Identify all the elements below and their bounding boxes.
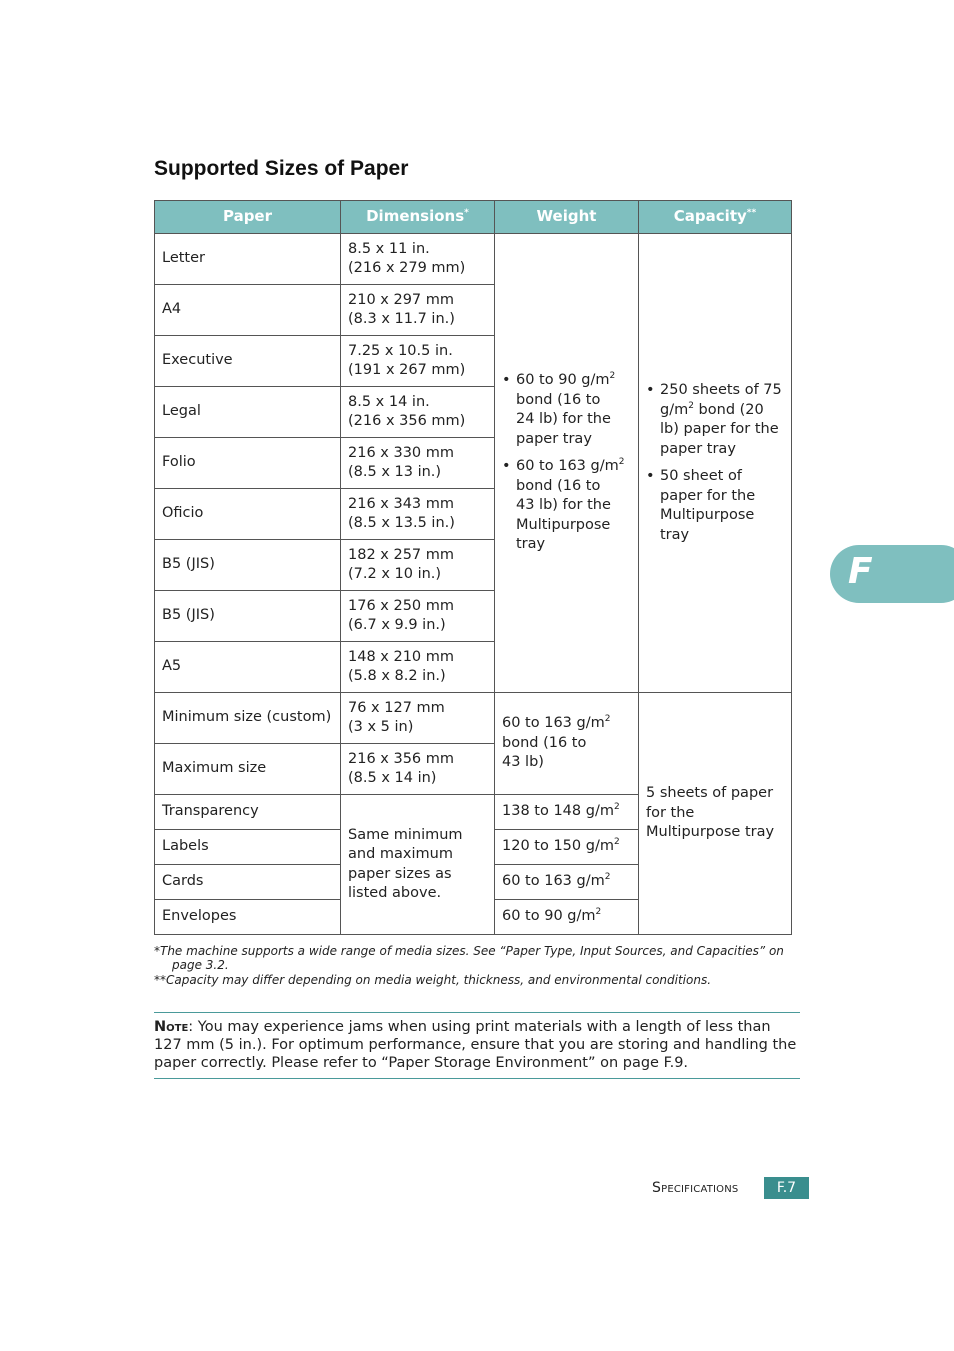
dimensions-cell: 76 x 127 mm (3 x 5 in) xyxy=(341,693,495,744)
dimensions-cell: 210 x 297 mm (8.3 x 11.7 in.) xyxy=(341,285,495,336)
list-item: • 250 sheets of 75 $g/m^2$ bond (20 lb) paper for the paper tray xyxy=(646,381,784,459)
paper-cell: Executive xyxy=(155,336,341,387)
header-capacity-mark: ** xyxy=(746,208,757,219)
table-row xyxy=(155,234,792,285)
header-capacity-label: Capacity xyxy=(673,207,747,226)
paper-cell: Envelopes xyxy=(155,900,341,935)
dimensions-cell: 182 x 257 mm (7.2 x 10 in.) xyxy=(341,540,495,591)
header-dimensions-mark: * xyxy=(464,208,469,219)
footer-section-label: Specifications xyxy=(652,1180,739,1196)
table-row xyxy=(155,693,792,744)
paper-cell: A4 xyxy=(155,285,341,336)
header-weight: Weight xyxy=(495,201,639,234)
custom-weight-cell: 60 to 163 $g/m^2$ bond (16 to 43 lb) xyxy=(495,693,639,795)
list-item: • 50 sheet of paper for the Multipurpose tray xyxy=(646,467,784,545)
standard-capacity-cell xyxy=(639,234,792,693)
paper-cell: B5 (JIS) xyxy=(155,540,341,591)
weight-cell: 120 to 150 $g/m^2$ xyxy=(495,830,639,865)
special-capacity-cell: 5 sheets of paper for the Multipurpose tray xyxy=(639,693,792,935)
footnote-text: *The machine supports a wide range of media sizes. See “Paper Type, Input Sources, and Capacities” on xyxy=(154,944,784,958)
weight-cell: 60 to 163 $g/m^2$ xyxy=(495,865,639,900)
footnote-capacity: **Capacity may differ depending on media weight, thickness, and environmental conditions. xyxy=(154,973,712,987)
dimensions-cell: 176 x 250 mm (6.7 x 9.9 in.) xyxy=(341,591,495,642)
dimensions-cell: 216 x 330 mm (8.5 x 13 in.) xyxy=(341,438,495,489)
paper-cell: B5 (JIS) xyxy=(155,591,341,642)
list-item: • 60 to 163 $g/m^2$ bond (16 to 43 lb) for the Multipurpose tray xyxy=(502,457,631,555)
paper-cell: Letter xyxy=(155,234,341,285)
header-dimensions xyxy=(341,201,495,234)
paper-cell: Transparency xyxy=(155,795,341,830)
note-box xyxy=(154,1012,800,1079)
paper-cell: Cards xyxy=(155,865,341,900)
dimensions-cell: 8.5 x 11 in. (216 x 279 mm) xyxy=(341,234,495,285)
paper-cell: Legal xyxy=(155,387,341,438)
weight-cell: 138 to 148 $g/m^2$ xyxy=(495,795,639,830)
footnote-dimensions xyxy=(154,944,794,972)
paper-cell: Maximum size xyxy=(155,744,341,795)
paper-cell: Labels xyxy=(155,830,341,865)
footnote-continuation: page 3.2. xyxy=(172,958,229,972)
paper-cell: Oficio xyxy=(155,489,341,540)
dimensions-cell: 8.5 x 14 in. (216 x 356 mm) xyxy=(341,387,495,438)
dimensions-cell: 148 x 210 mm (5.8 x 8.2 in.) xyxy=(341,642,495,693)
paper-sizes-table xyxy=(154,200,792,935)
standard-weight-cell xyxy=(495,234,639,693)
page-number-badge: F.7 xyxy=(764,1177,809,1199)
paper-cell: A5 xyxy=(155,642,341,693)
table-header-row xyxy=(155,201,792,234)
note-label: Note xyxy=(154,1019,189,1035)
header-dimensions-label: Dimensions xyxy=(366,207,465,226)
page-title: Supported Sizes of Paper xyxy=(154,157,409,180)
list-item: • 60 to 90 $g/m^2$ bond (16 to 24 lb) for the paper tray xyxy=(502,371,631,449)
header-capacity xyxy=(639,201,792,234)
paper-cell: Minimum size (custom) xyxy=(155,693,341,744)
header-paper: Paper xyxy=(155,201,341,234)
paper-cell: Folio xyxy=(155,438,341,489)
weight-cell: 60 to 90 $g/m^2$ xyxy=(495,900,639,935)
dimensions-cell: 7.25 x 10.5 in. (191 x 267 mm) xyxy=(341,336,495,387)
note-text: : You may experience jams when using print materials with a length of less than 127 mm (5 in.). For optimum performance, ensure that you are storing and handling the paper correctly. Please refer to “Paper Storage Environment” on page F.9. xyxy=(154,1019,797,1071)
dimensions-cell: 216 x 356 mm (8.5 x 14 in) xyxy=(341,744,495,795)
special-dimensions-cell: Same minimum and maximum paper sizes as listed above. xyxy=(341,795,495,935)
chapter-letter: F xyxy=(848,551,873,592)
chapter-tab xyxy=(830,545,954,603)
dimensions-cell: 216 x 343 mm (8.5 x 13.5 in.) xyxy=(341,489,495,540)
